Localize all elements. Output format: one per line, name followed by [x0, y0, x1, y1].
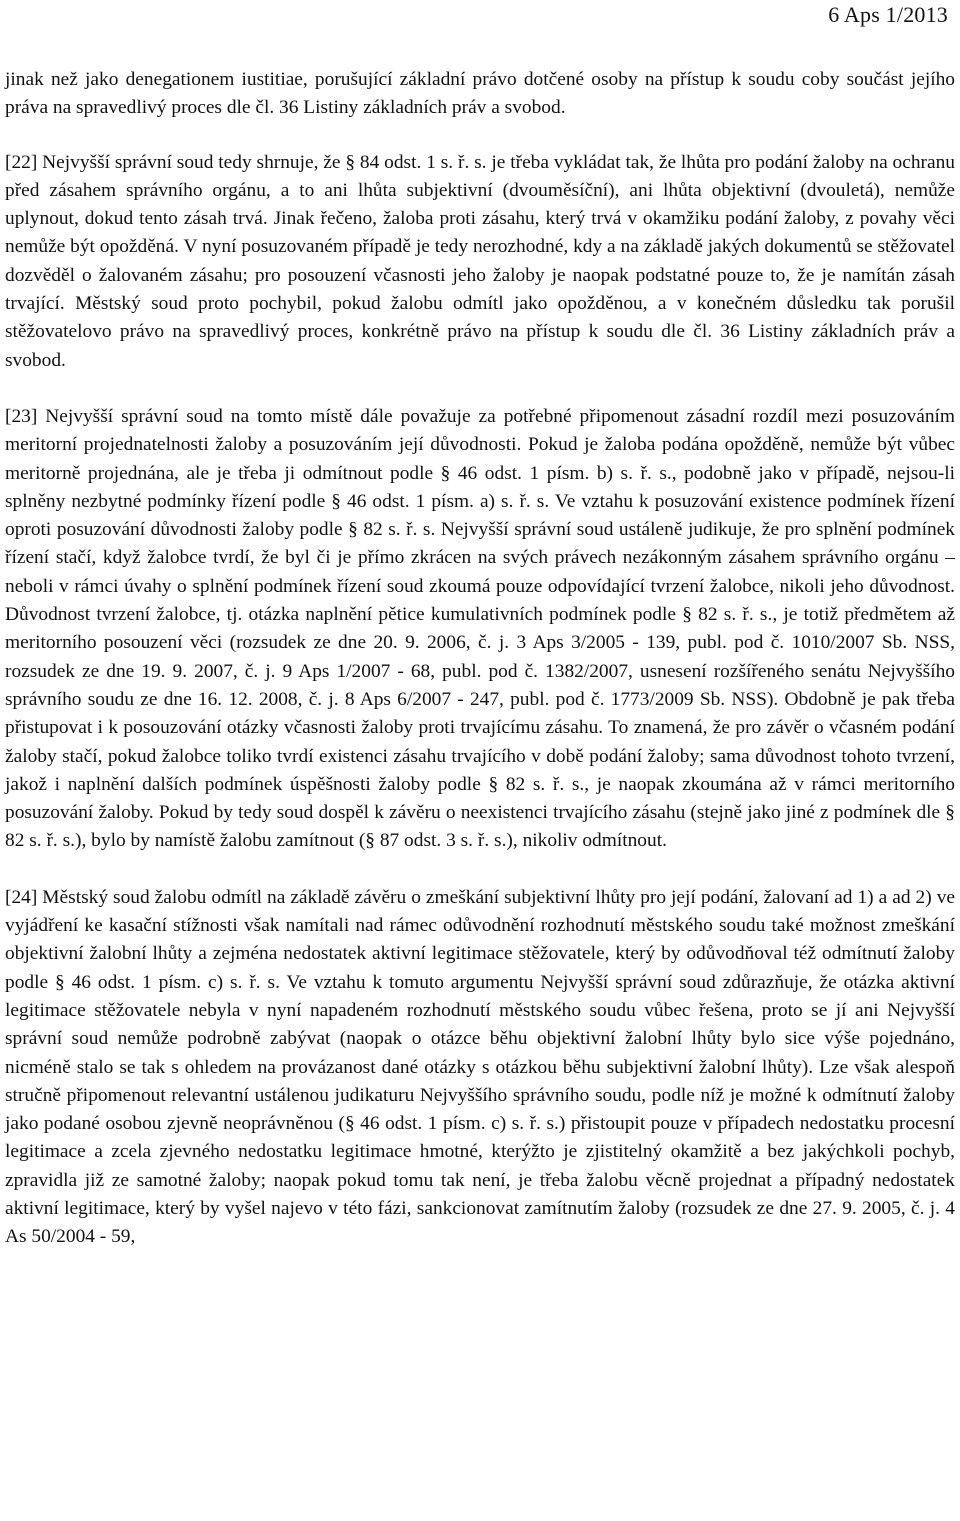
paragraph-spacer — [5, 375, 955, 403]
paragraph-23: [23] Nejvyšší správní soud na tomto místě dále považuje za potřebné připomenout zásadní rozdíl mezi posuzováním meritorní projednatelnosti žaloby a posuzováním její důvodnosti. Pokud je žaloba podána opožděně, nemůže být vůbec meritorně projednána, ale je třeba ji odmítnout podle § 46 odst. 1 písm. b) s. ř. s., podobně jako v případě, nejsou-li splněny nezbytné podmínky řízení podle § 46 odst. 1 písm. a) s. ř. s. Ve vztahu k posuzování existence podmínek řízení oproti posuzování důvodnosti žaloby podle § 82 s. ř. s. Nejvyšší správní soud ustáleně judikuje, že pro splnění podmínek řízení stačí, když žalobce tvrdí, že byl či je přímo zkrácen na svých právech nezákonným zásahem správního orgánu – neboli v rámci úvahy o splnění podmínek řízení soud zkoumá pouze odpovídající tvrzení žalobce, nikoli jeho důvodnost. Důvodnost tvrzení žalobce, tj. otázka naplnění pětice kumulativních podmínek podle § 82 s. ř. s., je totiž předmětem až meritorního posouzení věci (rozsudek ze dne 20. 9. 2006, č. j. 3 Aps 3/2005 - 139, publ. pod č. 1010/2007 Sb. NSS, rozsudek ze dne 19. 9. 2007, č. j. 9 Aps 1/2007 - 68, publ. pod č. 1382/2007, usnesení rozšířeného senátu Nejvyššího správního soudu ze dne 16. 12. 2008, č. j. 8 Aps 6/2007 - 247, publ. pod č. 1773/2009 Sb. NSS). Obdobně je pak třeba přistupovat i k posouzování otázky včasnosti žaloby proti trvajícímu zásahu. To znamená, že pro závěr o včasném podání žaloby stačí, pokud žalobce toliko tvrdí existenci zásahu trvajícího v době podání žaloby; sama důvodnost tohoto tvrzení, jakož i naplnění dalších podmínek úspěšnosti žaloby podle § 82 s. ř. s., je naopak zkoumána až v rámci meritorního posuzování žaloby. Pokud by tedy soud dospěl k závěru o neexistenci trvajícího zásahu (stejně jako jiné z podmínek dle § 82 s. ř. s.), bylo by namístě žalobu zamítnout (§ 87 odst. 3 s. ř. s.), nikoliv odmítnout. — [5, 405, 955, 852]
paragraph-22: [22] Nejvyšší správní soud tedy shrnuje, že § 84 odst. 1 s. ř. s. je třeba vykládat tak, že lhůta pro podání žaloby na ochranu před zásahem správního orgánu, a to ani lhůta subjektivní (dvouměsíční), ani lhůta objektivní (dvouletá), nemůže uplynout, dokud tento zásah trvá. Jinak řečeno, žaloba proti zásahu, který trvá v okamžiku podání žaloby, z povahy věci nemůže být opožděná. V nyní posuzovaném případě je tedy nerozhodné, kdy a na základě jakých dokumentů se stěžovatel dozvěděl o žalovaném zásahu; pro posouzení včasnosti jeho žaloby je naopak podstatné pouze to, že je namítán zásah trvající. Městský soud proto pochybil, pokud žalobu odmítl jako opožděnou, a v konečném důsledku tak porušil stěžovatelovo právo na spravedlivý proces, konkrétně právo na přístup k soudu dle čl. 36 Listiny základních práv a svobod. — [5, 151, 955, 371]
paragraph-24: [24] Městský soud žalobu odmítl na základě závěru o zmeškání subjektivní lhůty pro její podání, žalovaní ad 1) a ad 2) ve vyjádření ke kasační stížnosti však namítali nad rámec odůvodnění rozhodnutí městského soudu také možnost zmeškání objektivní žalobní lhůty a zejména nedostatek aktivní legitimace stěžovatele, který by odůvodňoval též odmítnutí žaloby podle § 46 odst. 1 písm. c) s. ř. s. Ve vztahu k tomuto argumentu Nejvyšší správní soud zdůrazňuje, že otázka aktivní legitimace stěžovatele nebyla v nyní napadeném rozhodnutí městského soudu vůbec řešena, proto se jí ani Nejvyšší správní soud nemůže podrobně zabývat (naopak o otázce běhu objektivní žalobní lhůty bylo sice výše pojednáno, nicméně stalo se tak s ohledem na provázanost dané otázky s otázkou běhu subjektivní žalobní lhůty). Lze však alespoň stručně připomenout relevantní ustálenou judikaturu Nejvyššího správního soudu, podle níž je možné k odmítnutí žaloby jako podané osobou zjevně neoprávněnou (§ 46 odst. 1 písm. c) s. ř. s.) přistoupit pouze v případech nedostatku procesní legitimace a zcela zjevného nedostatku legitimace hmotné, kterýžto je zjistitelný okamžitě a bez jakýchkoli pochyb, zpravidla již ze samotné žaloby; naopak pokud tomu tak není, je třeba žalobu věcně projednat a případný nedostatek aktivní legitimace, který by vyšel najevo v této fázi, sankcionovat zamítnutím žaloby (rozsudek ze dne 27. 9. 2005, č. j. 4 As 50/2004 - 59, — [5, 886, 955, 1248]
document-body — [5, 66, 955, 1252]
running-header: 6 Aps 1/2013 — [828, 2, 948, 27]
paragraph-spacer — [5, 123, 955, 149]
paragraph-spacer — [5, 856, 955, 884]
paragraph-continuation: jinak než jako denegationem iustitiae, porušující základní právo dotčené osoby na přístup k soudu coby součást jejího práva na spravedlivý proces dle čl. 36 Listiny základních práv a svobod. — [5, 69, 955, 119]
